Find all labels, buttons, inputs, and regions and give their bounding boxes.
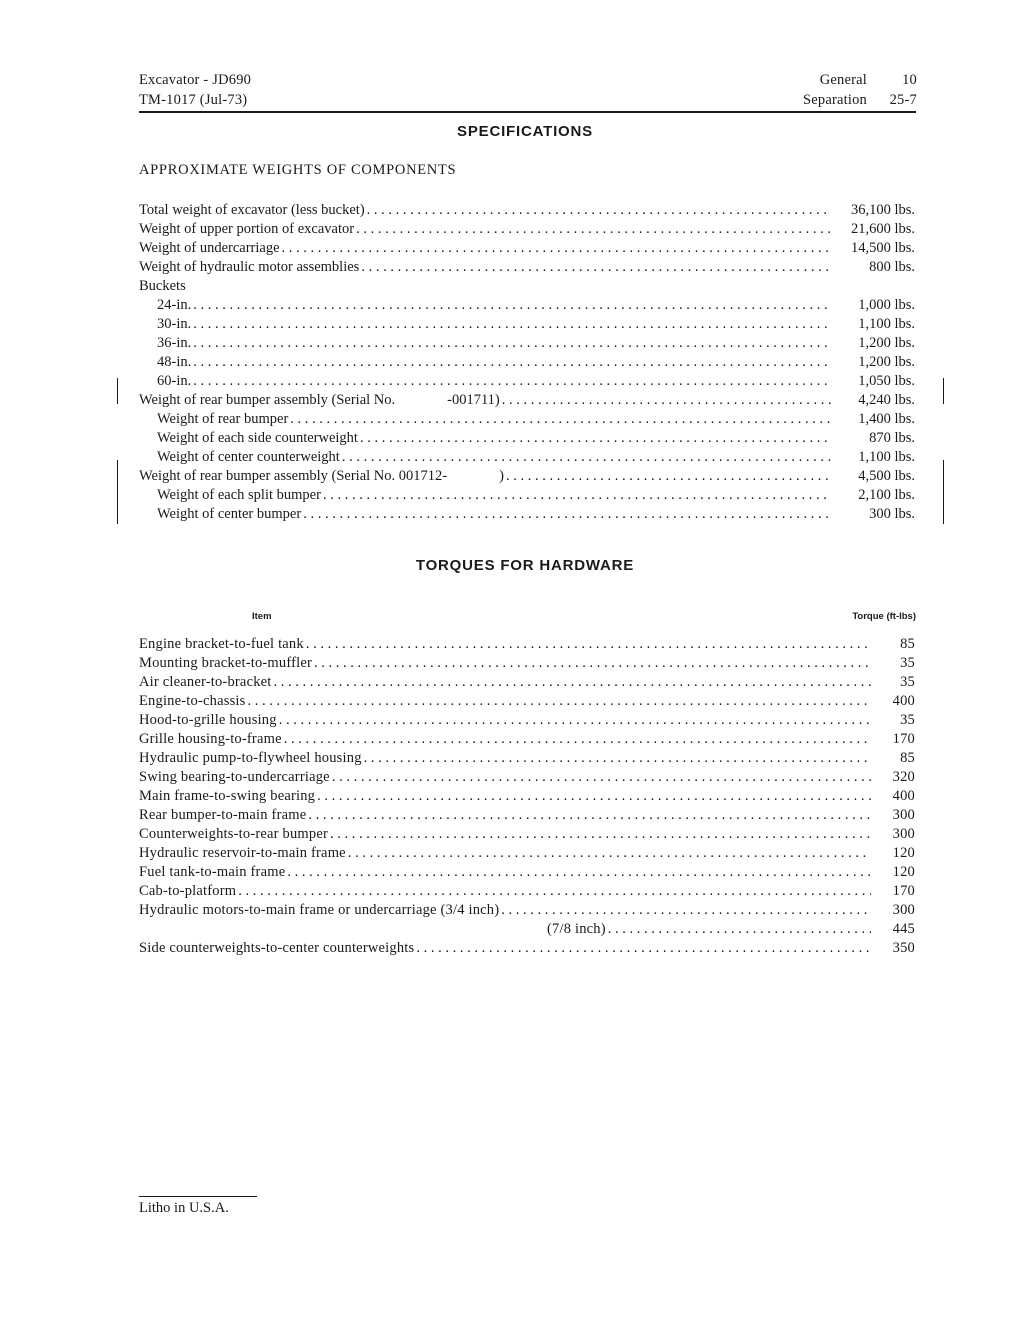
torque-column-header: Torque (ft-lbs)	[852, 611, 916, 622]
torque-value: 35	[900, 712, 915, 728]
weight-value: 2,100 lbs.	[858, 487, 915, 503]
torque-label: Side counterweights-to-center counterweights	[139, 940, 415, 956]
weight-value: 1,100 lbs.	[858, 316, 915, 332]
torque-value: 85	[900, 636, 915, 652]
torque-row	[139, 863, 915, 882]
item-column-header: Item	[252, 611, 272, 622]
weight-row	[139, 391, 915, 410]
specifications-heading: SPECIFICATIONS	[457, 123, 593, 140]
weights-list	[139, 201, 915, 524]
torque-value: 85	[900, 750, 915, 766]
leader-dots	[236, 882, 871, 901]
torque-label: Mounting bracket-to-muffler	[139, 655, 313, 671]
weight-value: 1,050 lbs.	[858, 373, 915, 389]
leader-dots	[285, 863, 871, 882]
torque-value: 120	[892, 864, 915, 880]
weight-label	[139, 391, 500, 410]
leader-dots	[365, 201, 831, 220]
weight-row	[139, 372, 915, 391]
torque-value: 170	[892, 883, 915, 899]
weight-label: Weight of center bumper	[157, 506, 302, 522]
machine-model: Excavator - JD690	[139, 72, 252, 88]
leader-dots	[280, 239, 831, 258]
torque-row	[139, 635, 915, 654]
leader-dots	[354, 220, 831, 239]
weight-label-head: Weight of rear bumper assembly (Serial No. 001712-	[139, 468, 448, 484]
weight-value: 1,200 lbs.	[858, 335, 915, 351]
weight-row	[139, 258, 915, 277]
weight-row	[139, 505, 915, 524]
torque-label: Hood-to-grille housing	[139, 712, 277, 728]
torques-list	[139, 635, 915, 958]
buckets-heading-row	[139, 277, 915, 296]
weight-label: Weight of center counterweight	[157, 449, 340, 465]
manual-number: TM-1017 (Jul-73)	[139, 92, 248, 108]
torque-row	[139, 806, 915, 825]
torque-row	[139, 711, 915, 730]
weight-value: 800 lbs.	[869, 259, 915, 275]
weight-label: Weight of each side counterweight	[157, 430, 358, 446]
weight-value: 36,100 lbs.	[850, 202, 915, 218]
weight-row	[139, 315, 915, 334]
torque-label: Counterweights-to-rear bumper	[139, 826, 329, 842]
printing-note: Litho in U.S.A.	[139, 1200, 229, 1216]
leader-dots	[191, 334, 831, 353]
leader-dots	[346, 844, 871, 863]
weight-label: 24-in.	[157, 297, 192, 313]
section-number: 10	[902, 72, 917, 88]
torque-value: 300	[892, 826, 915, 842]
weight-label: Total weight of excavator (less bucket)	[139, 202, 365, 218]
torque-label: Swing bearing-to-undercarriage	[139, 769, 330, 785]
weight-label-tail: -001711)	[447, 392, 500, 408]
weights-subheading: APPROXIMATE WEIGHTS OF COMPONENTS	[139, 162, 457, 178]
weight-label	[139, 467, 504, 486]
torque-label: Grille housing-to-frame	[139, 731, 282, 747]
leader-dots	[288, 410, 831, 429]
weight-row	[139, 429, 915, 448]
torque-value: 320	[892, 769, 915, 785]
weight-row	[139, 448, 915, 467]
torque-row	[139, 901, 915, 920]
weight-value: 4,240 lbs.	[858, 392, 915, 408]
weight-label: Weight of undercarriage	[139, 240, 280, 256]
torque-value: 300	[892, 807, 915, 823]
torque-label: Air cleaner-to-bracket	[139, 674, 272, 690]
torque-value: 350	[892, 940, 915, 956]
weight-row	[139, 467, 915, 486]
weight-label: Weight of hydraulic motor assemblies	[139, 259, 360, 275]
torque-row	[139, 673, 915, 692]
torque-value: 35	[900, 674, 915, 690]
weight-value: 21,600 lbs.	[850, 221, 915, 237]
leader-dots	[315, 787, 871, 806]
change-bar	[943, 378, 944, 404]
weight-row	[139, 486, 915, 505]
torque-row	[139, 787, 915, 806]
weight-row	[139, 353, 915, 372]
weight-row	[139, 334, 915, 353]
weight-label: 36-in.	[157, 335, 192, 351]
torque-row	[139, 654, 915, 673]
leader-dots	[606, 920, 871, 939]
leader-dots	[191, 296, 831, 315]
buckets-label: Buckets	[139, 278, 186, 294]
torque-row	[139, 825, 915, 844]
torque-value: 120	[892, 845, 915, 861]
weight-label-head: Weight of rear bumper assembly (Serial No.	[139, 392, 396, 408]
weight-value: 14,500 lbs.	[850, 240, 915, 256]
torque-value: 35	[900, 655, 915, 671]
torque-value: 400	[892, 788, 915, 804]
weight-value: 870 lbs.	[869, 430, 915, 446]
weight-label: 60-in.	[157, 373, 192, 389]
weight-value: 300 lbs.	[869, 506, 915, 522]
torque-label: (7/8 inch)	[547, 921, 606, 937]
weight-label: Weight of upper portion of excavator	[139, 221, 355, 237]
leader-dots	[499, 901, 871, 920]
leader-dots	[321, 486, 831, 505]
leader-dots	[304, 635, 871, 654]
weight-label: Weight of each split bumper	[157, 487, 321, 503]
leader-dots	[414, 939, 871, 958]
torques-heading: TORQUES FOR HARDWARE	[415, 557, 635, 574]
header-divider	[139, 111, 916, 113]
leader-dots	[340, 448, 831, 467]
leader-dots	[191, 315, 831, 334]
leader-dots	[358, 429, 831, 448]
change-bar	[117, 378, 118, 404]
weight-label-tail: )	[499, 468, 504, 484]
weight-row	[139, 220, 915, 239]
torque-row	[139, 882, 915, 901]
torque-value: 445	[892, 921, 915, 937]
torque-row	[139, 768, 915, 787]
footer-divider	[139, 1196, 257, 1197]
torque-row	[139, 939, 915, 958]
weight-value: 1,400 lbs.	[858, 411, 915, 427]
leader-dots	[306, 806, 871, 825]
torque-value: 300	[892, 902, 915, 918]
leader-dots	[272, 673, 871, 692]
leader-dots	[359, 258, 831, 277]
weight-label: 30-in.	[157, 316, 192, 332]
section-name: General	[819, 72, 867, 88]
torque-row	[139, 844, 915, 863]
torque-label: Hydraulic pump-to-flywheel housing	[139, 750, 362, 766]
leader-dots	[330, 768, 871, 787]
torque-row	[139, 920, 915, 939]
weight-value: 1,000 lbs.	[858, 297, 915, 313]
leader-dots	[246, 692, 872, 711]
torque-row	[139, 730, 915, 749]
torque-value: 170	[892, 731, 915, 747]
torque-row	[139, 749, 915, 768]
change-bar	[117, 460, 118, 524]
torque-label: Fuel tank-to-main frame	[139, 864, 286, 880]
torque-value: 400	[892, 693, 915, 709]
torque-label: Hydraulic motors-to-main frame or undercarriage (3/4 inch)	[139, 902, 500, 918]
leader-dots	[277, 711, 871, 730]
torque-label: Cab-to-platform	[139, 883, 237, 899]
leader-dots	[282, 730, 871, 749]
torque-row	[139, 692, 915, 711]
weight-row	[139, 296, 915, 315]
torque-label: Engine-to-chassis	[139, 693, 246, 709]
group-name: Separation	[802, 92, 867, 108]
leader-dots	[191, 372, 831, 391]
leader-dots	[312, 654, 871, 673]
leader-dots	[328, 825, 871, 844]
weight-value: 4,500 lbs.	[858, 468, 915, 484]
torque-label: Rear bumper-to-main frame	[139, 807, 307, 823]
torque-label: Main frame-to-swing bearing	[139, 788, 316, 804]
weight-row	[139, 201, 915, 220]
weight-label: 48-in.	[157, 354, 192, 370]
leader-dots	[362, 749, 871, 768]
document-header-right	[803, 70, 917, 110]
weight-value: 1,100 lbs.	[858, 449, 915, 465]
weight-row	[139, 239, 915, 258]
torque-label: Engine bracket-to-fuel tank	[139, 636, 304, 652]
leader-dots	[500, 391, 831, 410]
document-header-left	[139, 70, 251, 110]
leader-dots	[504, 467, 831, 486]
torque-label: Hydraulic reservoir-to-main frame	[139, 845, 346, 861]
page-number: 25-7	[889, 92, 917, 108]
leader-dots	[191, 353, 831, 372]
weight-value: 1,200 lbs.	[858, 354, 915, 370]
change-bar	[943, 460, 944, 524]
weight-label: Weight of rear bumper	[157, 411, 289, 427]
leader-dots	[301, 505, 831, 524]
weight-row	[139, 410, 915, 429]
